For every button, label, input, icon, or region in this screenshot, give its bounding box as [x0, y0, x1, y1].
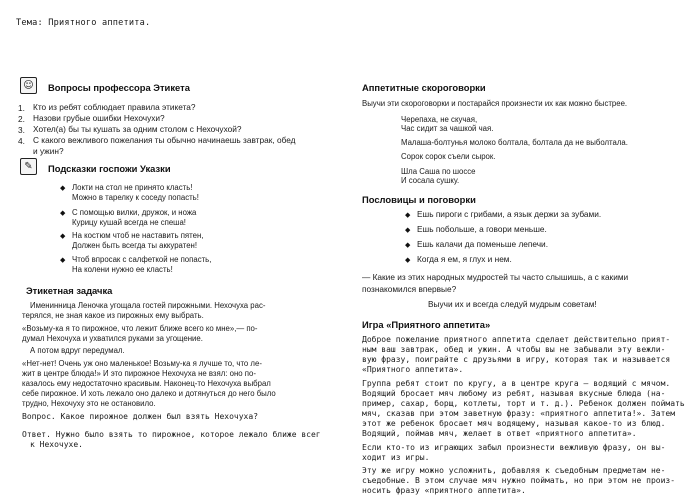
proverb-line: Ешь побольше, а говори меньше.	[417, 224, 547, 234]
bullet-diamond-icon: ◆	[60, 232, 66, 240]
page-topic: Тема: Приятного аппетита.	[16, 18, 151, 28]
proverb-line: Ешь пироги с грибами, а язык держи за зубами.	[417, 209, 602, 219]
game-text: Водящий бросает мяч любому из ребят, называя вкусные блюда (на-	[362, 389, 666, 398]
hint-line: Локти на стол не принято класть!	[72, 183, 193, 192]
game-text: вую фразу, поиграйте с друзьями в игру, которая так и называется	[362, 355, 671, 364]
twisters-intro: Выучи эти скороговорки и постарайся произнести их как можно быстрее.	[362, 99, 628, 108]
hint-line: Должен быть всегда ты аккуратен!	[72, 241, 198, 250]
bullet-diamond-icon: ◆	[405, 211, 411, 219]
game-text: ходит из игры.	[362, 453, 430, 462]
task-text: трудно, Нехочуху это не остановило.	[22, 399, 156, 408]
bullet-diamond-icon: ◆	[60, 184, 66, 192]
twister-line: Сорок сорок съели сырок.	[401, 152, 496, 161]
question-number: 2.	[18, 114, 25, 124]
proverbs-advice: Выучи их и всегда следуй мудрым советам!	[428, 299, 597, 309]
question-text: Кто из ребят соблюдает правила этикета?	[33, 102, 196, 112]
task-text: «Нет-нет! Очень уж оно маленькое! Возьму-ка я лучше то, что ле-	[22, 359, 262, 368]
professor-title: Вопросы профессора Этикета	[48, 82, 190, 93]
game-title: Игра «Приятного аппетита»	[362, 319, 491, 330]
game-text: этот же ребенок бросает мяч водящему, называя какое-то из блюд.	[362, 419, 666, 428]
task-text: А потом вдруг передумал.	[30, 346, 125, 355]
game-text: съедобные. В этом случае мяч нужно поймать, но при этом не произ-	[362, 476, 676, 485]
pointer-lady-icon: ✎	[20, 158, 37, 175]
game-text: Доброе пожелание приятного аппетита сделает действительно прият-	[362, 335, 671, 344]
task-text: жит в центре блюда!» И это пирожное Нехочуха не взял: оно по-	[22, 369, 256, 378]
game-text: Если кто-то из играющих забыл произнести вежливую фразу, он вы-	[362, 443, 666, 452]
hint-line: Чтоб впросак с салфеткой не попасть,	[72, 255, 212, 264]
question-number: 4.	[18, 136, 25, 146]
hint-line: С помощью вилки, дружок, и ножа	[72, 208, 197, 217]
question-text: С какого вежливого пожелания ты обычно начинаешь завтрак, обед	[33, 135, 296, 145]
task-question: Вопрос. Какое пирожное должен был взять Нехочуха?	[22, 412, 259, 421]
task-text: себе пирожное. И хоть лежало оно далеко и дотянуться до него было	[22, 389, 276, 398]
question-number: 3.	[18, 125, 25, 135]
proverbs-question: познакомился впервые?	[362, 284, 457, 294]
hint-line: Курицу кушай всегда не спеша!	[72, 218, 186, 227]
game-text: ным ваш завтрак, обед и ужин. А чтобы вы не забывали эту вежли-	[362, 345, 666, 354]
game-text: мяч, сказав при этом заветную фразу: «приятного аппетита!». Затем	[362, 409, 676, 418]
task-text: думал Нехочуха и ухватился руками за угощение.	[22, 334, 203, 343]
twister-line: Черепаха, не скучая,	[401, 115, 478, 124]
task-answer: к Нехочухе.	[30, 440, 83, 449]
task-text: терялся, не зная какое из пирожных ему выбрать.	[22, 311, 204, 320]
question-text: Хотел(а) бы ты кушать за одним столом с Нехочухой?	[33, 124, 242, 134]
left-column	[0, 0, 345, 497]
question-text: и ужин?	[33, 146, 64, 156]
bullet-diamond-icon: ◆	[405, 241, 411, 249]
task-text: Именинница Леночка угощала гостей пирожными. Нехочуха рас-	[30, 301, 266, 310]
bullet-diamond-icon: ◆	[405, 226, 411, 234]
twister-line: Час сидит за чашкой чая.	[401, 124, 494, 133]
hint-line: Можно в тарелку к соседу попасть!	[72, 193, 199, 202]
professor-icon: ☺	[20, 77, 37, 94]
right-column	[345, 0, 700, 497]
game-text: Водящий, поймав мяч, желает в ответ «приятного аппетита».	[362, 429, 637, 438]
hints-title: Подсказки госпожи Указки	[48, 163, 171, 174]
question-number: 1.	[18, 103, 25, 113]
twister-line: Шла Саша по шоссе	[401, 167, 476, 176]
hint-line: На колени нужно ее класть!	[72, 265, 173, 274]
game-text: носить фразу «приятного аппетита».	[362, 486, 526, 495]
hint-line: На костюм чтоб не наставить пятен,	[72, 231, 204, 240]
task-title: Этикетная задачка	[26, 285, 113, 296]
task-text: казалось ему недостаточно красивым. Наконец-то Нехочуха выбрал	[22, 379, 271, 388]
proverb-line: Ешь калачи да поменьше лепечи.	[417, 239, 548, 249]
bullet-diamond-icon: ◆	[60, 209, 66, 217]
game-text: Эту же игру можно усложнить, добавляя к съедобным предметам не-	[362, 466, 666, 475]
proverbs-title: Пословицы и поговорки	[362, 194, 476, 205]
task-text: «Возьму-ка я то пирожное, что лежит ближе всего ко мне»,— по-	[22, 324, 258, 333]
twisters-title: Аппетитные скороговорки	[362, 82, 486, 93]
task-answer: Ответ. Нужно было взять то пирожное, которое лежало ближе всег	[22, 430, 321, 439]
game-text: Группа ребят стоит по кругу, а в центре круга — водящий с мячом.	[362, 379, 671, 388]
proverb-line: Когда я ем, я глух и нем.	[417, 254, 512, 264]
question-text: Назови грубые ошибки Нехочухи?	[33, 113, 165, 123]
twister-line: Малаша-болтунья молоко болтала, болтала да не выболтала.	[401, 138, 628, 147]
game-text: «Приятного аппетита».	[362, 365, 464, 374]
proverbs-question: — Какие из этих народных мудростей ты часто слышишь, а с какими	[362, 272, 629, 282]
bullet-diamond-icon: ◆	[405, 256, 411, 264]
bullet-diamond-icon: ◆	[60, 256, 66, 264]
twister-line: И сосала сушку.	[401, 176, 460, 185]
game-text: пример, сахар, борщ, котлеты, торт и т. д.). Ребенок должен поймать	[362, 399, 685, 408]
